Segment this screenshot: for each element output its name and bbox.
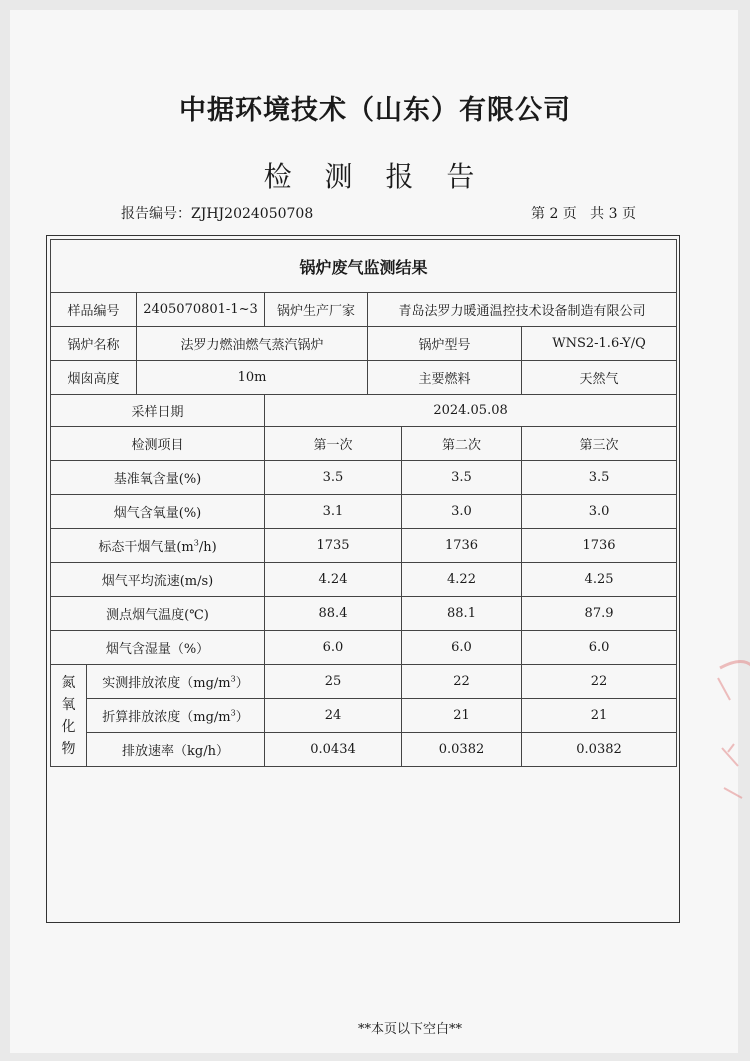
row-label: 烟气含湿量（%） — [51, 631, 265, 665]
chimney-height-label: 烟囱高度 — [51, 361, 137, 395]
table-row — [51, 631, 677, 665]
row-label: 测点烟气温度(℃) — [51, 597, 265, 631]
value-first: 1735 — [265, 529, 402, 563]
fuel-value: 天然气 — [522, 361, 677, 395]
row-label: 烟气含氧量(%) — [51, 495, 265, 529]
value-second: 88.1 — [402, 597, 522, 631]
value-first: 3.1 — [265, 495, 402, 529]
value-second: 1736 — [402, 529, 522, 563]
manufacturer-label: 锅炉生产厂家 — [265, 293, 368, 327]
table-row — [51, 529, 677, 563]
column-header-first: 第一次 — [265, 427, 402, 461]
document-title: 检 测 报 告 — [263, 160, 487, 193]
table-row — [51, 699, 677, 733]
value-second: 3.5 — [402, 461, 522, 495]
value-second: 22 — [402, 665, 522, 699]
value-third: 21 — [522, 699, 677, 733]
company-name: 中据环境技术（山东）有限公司 — [179, 95, 571, 126]
chimney-height-value: 10m — [137, 361, 368, 395]
value-third: 22 — [522, 665, 677, 699]
row-label: 标态干烟气量$(m^3/h)$ — [51, 529, 265, 563]
table-row — [51, 461, 677, 495]
boiler-model-label: 锅炉型号 — [368, 327, 522, 361]
blank-note: **本页以下空白** — [357, 1022, 462, 1037]
table-title: 锅炉废气监测结果 — [51, 240, 677, 293]
value-third: 4.25 — [522, 563, 677, 597]
value-second: 3.0 — [402, 495, 522, 529]
boiler-model-value: WNS2-1.6-Y/Q — [522, 327, 677, 361]
column-header-item: 检测项目 — [51, 427, 265, 461]
table-row — [51, 495, 677, 529]
value-second: 4.22 — [402, 563, 522, 597]
value-first: 6.0 — [265, 631, 402, 665]
value-third: 3.5 — [522, 461, 677, 495]
value-first: 24 — [265, 699, 402, 733]
row-label: 排放速率（kg/h） — [87, 733, 265, 767]
value-second: 0.0382 — [402, 733, 522, 767]
value-first: 4.24 — [265, 563, 402, 597]
sample-no-label: 样品编号 — [51, 293, 137, 327]
row-label: 基准氧含量(%) — [51, 461, 265, 495]
report-number: 报告编号：ZJHJ2024050708 — [121, 206, 314, 222]
sampling-date-label: 采样日期 — [51, 395, 265, 427]
value-third: 0.0382 — [522, 733, 677, 767]
sample-no-value: 2405070801-1~3 — [137, 293, 265, 327]
value-first: 0.0434 — [265, 733, 402, 767]
value-first: 25 — [265, 665, 402, 699]
column-header-second: 第二次 — [402, 427, 522, 461]
sampling-date-value: 2024.05.08 — [265, 395, 677, 427]
value-second: 21 — [402, 699, 522, 733]
boiler-name-value: 法罗力燃油燃气蒸汽锅炉 — [137, 327, 368, 361]
boiler-name-label: 锅炉名称 — [51, 327, 137, 361]
value-first: 88.4 — [265, 597, 402, 631]
manufacturer-value: 青岛法罗力暖通温控技术设备制造有限公司 — [368, 293, 677, 327]
page-number: 第 2 页 共 3 页 — [531, 206, 636, 222]
seal-stamp-fragment — [712, 648, 750, 808]
value-third: 87.9 — [522, 597, 677, 631]
table-row — [51, 665, 677, 699]
results-table — [50, 239, 677, 767]
row-label: 实测排放浓度$(mg/m^3)$ — [87, 665, 265, 699]
value-third: 1736 — [522, 529, 677, 563]
column-header-third: 第三次 — [522, 427, 677, 461]
row-label: 折算排放浓度$(mg/m^3)$ — [87, 699, 265, 733]
value-second: 6.0 — [402, 631, 522, 665]
value-third: 6.0 — [522, 631, 677, 665]
table-row — [51, 597, 677, 631]
table-row — [51, 563, 677, 597]
nox-group-label: 氮 氧 化 物 — [51, 665, 87, 767]
table-row — [51, 733, 677, 767]
value-third: 3.0 — [522, 495, 677, 529]
row-label: 烟气平均流速(m/s) — [51, 563, 265, 597]
fuel-label: 主要燃料 — [368, 361, 522, 395]
value-first: 3.5 — [265, 461, 402, 495]
